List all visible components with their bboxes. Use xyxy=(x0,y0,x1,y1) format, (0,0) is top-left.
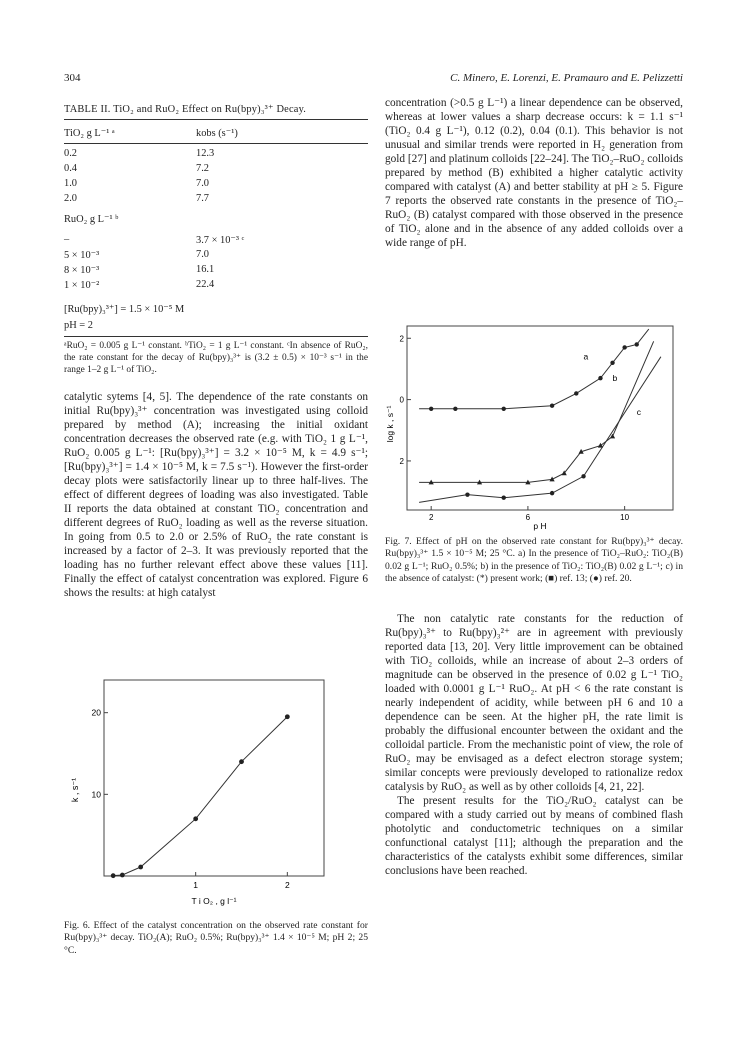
figure-7-chart xyxy=(385,324,685,534)
table-ruo2-row-3-col1: 1 × 10⁻² xyxy=(64,280,100,291)
fig7-point-a xyxy=(622,345,626,349)
fig6-ytick-label: 20 xyxy=(91,707,101,718)
fig7-curve-label: b xyxy=(612,373,618,384)
table-ruo2-header: RuO₂ g L⁻¹ ᵇ xyxy=(64,214,119,225)
table-tio2-row-2-col2: 7.0 xyxy=(196,178,209,189)
table-bottom-rule xyxy=(64,336,368,337)
table-caption: TABLE II. TiO₂ and RuO₂ Effect on Ru(bpy)₃³⁺ Decay. xyxy=(64,104,307,115)
fig7-point-c xyxy=(550,491,554,495)
fig7-xlabel: p H xyxy=(533,521,547,531)
table-ruo2-row-0-col2: 3.7 × 10⁻³ ᶜ xyxy=(196,235,245,246)
fig7-point-a xyxy=(598,376,602,380)
table-ruo2-row-1-col2: 7.0 xyxy=(196,249,209,260)
fig7-point-c xyxy=(465,492,469,496)
fig6-xtick-label: 1 xyxy=(193,880,199,890)
fig6-xlabel: T i O₂ , g l⁻¹ xyxy=(191,896,237,906)
table-tio2-row-0-col1: 0.2 xyxy=(64,148,77,159)
fig7-ytick-label: 0 xyxy=(399,395,404,405)
table-footnotes: ᵃRuO₂ = 0.005 g L⁻¹ constant. ᵇTiO₂ = 1 g L⁻¹ constant. ᶜIn absence of RuO₂, the rate constant for the decay of Ru(bpy)₃³⁺ is (3.2 ± 0.5) × 10⁻³ s⁻¹ in the range 1–2 g L⁻¹ of TiO₂. xyxy=(64,341,368,375)
fig7-point-a xyxy=(429,407,433,411)
fig6-frame xyxy=(104,680,324,876)
table-tio2-row-3-col1: 2.0 xyxy=(64,193,77,204)
table-col1-header: TiO₂ g L⁻¹ ᵃ xyxy=(64,128,115,139)
table-condition-conc: [Ru(bpy)₃³⁺] = 1.5 × 10⁻⁵ M xyxy=(64,304,185,315)
fig7-curve-label: a xyxy=(583,351,589,362)
figure-6-chart xyxy=(64,672,368,920)
fig7-point-c xyxy=(502,496,506,500)
page-number: 304 xyxy=(64,72,81,84)
running-header-authors: C. Minero, E. Lorenzi, E. Pramauro and E. Pelizzetti xyxy=(450,72,683,84)
fig6-xtick-label: 2 xyxy=(284,880,290,890)
table-ruo2-row-2-col2: 16.1 xyxy=(196,264,215,275)
table-tio2-row-2-col1: 1.0 xyxy=(64,178,77,189)
right-column-text-bottom xyxy=(385,612,683,878)
fig7-ytick-label: 2 xyxy=(399,456,404,466)
left-column-text xyxy=(64,390,368,600)
fig6-point xyxy=(193,816,198,821)
fig7-point-a xyxy=(574,391,578,395)
fig7-xtick-label: 6 xyxy=(525,513,531,522)
fig7-ylabel: log k , s⁻¹ xyxy=(385,405,395,443)
table-ruo2-row-3-col2: 22.4 xyxy=(196,279,215,290)
fig6-ylabel: k , s⁻¹ xyxy=(70,777,80,803)
fig7-point-a xyxy=(502,407,506,411)
fig7-xtick-label: 10 xyxy=(620,513,630,522)
fig6-point xyxy=(111,873,116,878)
fig7-point-c xyxy=(581,474,585,478)
left-paragraph: catalytic sytems [4, 5]. The dependence of the rate constants on initial Ru(bpy)₃³⁺ concentration was investigated using colloid prepared by method (A); increasing the initial oxidant concentration decreases the observed rate (e.g. with TiO₂ 1 g L⁻¹, RuO₂ 0.005 g L⁻¹: [Ru(bpy)₃³⁺] = 3.2 × 10⁻⁵ M, k = 4.9 s⁻¹; [Ru(bpy)₃³⁺] = 1.4 × 10⁻⁵ M, k = 7.5 s⁻¹). However the first-order decay plots were satisfactorily linear up to three half-lives. The effect of different degrees of loading was also investigated. Table II reports the data obtained at constant TiO₂ concentration and different degrees of RuO₂ loading as well as the reverse situation. In going from 0.5 to 2.0 or 2.5% of RuO₂ the rate constant is increased by a factor of 2–3. It was previously reported that the loading has no further relevant effect above these values [11]. Finally the effect of catalyst concentration was explored. Figure 6 shows the results: at high catalyst xyxy=(64,391,368,599)
right-column-text-top xyxy=(385,96,683,250)
fig7-point-a xyxy=(635,342,639,346)
table-ruo2-row-1-col1: 5 × 10⁻³ xyxy=(64,250,100,261)
fig6-trend-line xyxy=(113,717,287,876)
right-paragraph-1: concentration (>0.5 g L⁻¹) a linear dependence can be observed, whereas at lower values a sharp decrease occurs: k = 1.1 s⁻¹ (TiO₂ 0.4 g L⁻¹), 0.12 (0.2), 0.04 (0.1). This behavior is not unusual and similar trends were reported in H₂ generation from gold [27] and platinum colloids [22–24]. The TiO₂–RuO₂ colloids prepared by method (B) exhibited a higher catalytic activity compared with catalyst (A) and better stability at pH ≥ 5. Figure 7 reports the observed rate constants in the presence of TiO₂–RuO₂ (B) catalyst compared with those observed in the presence of TiO₂ alone and in the absence of any added colloids over a wide range of pH. xyxy=(385,97,683,249)
table-condition-ph: pH = 2 xyxy=(64,320,93,331)
fig7-curve-a xyxy=(419,329,649,409)
right-paragraph-3: The present results for the TiO₂/RuO₂ catalyst can be compared with a study carried out by means of combined flash photolytic and conductometric techniques on a similar confunctional catalyst [11]; although the preparation and the characteristics of the catalysts exhibit some differences, similar conclusions have been reached. xyxy=(385,795,683,877)
table-ruo2-row-2-col1: 8 × 10⁻³ xyxy=(64,265,100,276)
table-top-rule xyxy=(64,119,368,120)
fig7-xtick-label: 2 xyxy=(428,513,434,522)
fig6-point xyxy=(285,714,290,719)
fig6-point xyxy=(239,759,244,764)
fig7-point-a xyxy=(550,404,554,408)
fig7-point-a xyxy=(453,407,457,411)
table-tio2-row-3-col2: 7.7 xyxy=(196,193,209,204)
fig6-point xyxy=(138,865,143,870)
table-col2-header: kobs (s⁻¹) xyxy=(196,128,238,139)
fig7-point-b xyxy=(598,443,603,448)
fig7-ytick-label: 2 xyxy=(399,334,404,344)
figure-7-caption: Fig. 7. Effect of pH on the observed rate constant for Ru(bpy)₃³⁺ decay. Ru(bpy)₃³⁺ 1.5 × 10⁻⁵ M; 25 °C. a) In the presence of TiO₂–RuO₂: TiO₂(B) 0.02 g L⁻¹; RuO₂ 0.5%; b) in the presence of TiO₂: TiO₂(B) 0.02 g L⁻¹; c) in the absence of catalyst: (*) present work; (■) ref. 13; (●) ref. 20. xyxy=(385,536,683,584)
right-paragraph-2: The non catalytic rate constants for the reduction of Ru(bpy)₃³⁺ to Ru(bpy)₃²⁺ are in agreement with previously reported data [13, 20]. Very little improvement can be obtained with TiO₂ colloids, while an increase of about 2–3 orders of magnitude can be observed in the presence of 0.02 g L⁻¹ TiO₂ loaded with 0.0001 g L⁻¹ RuO₂. At pH < 6 the rate constant is nearly independent of acidity, while between pH 6 and 10 a dependence can be seen. At the higher pH, the rate limit is probably the diffusional encounter between the oxidant and the colloidal particle. From the mechanistic point of view, the role of RuO₂ may be envisaged as a defect electron storage system; similar concepts were previously developed to rationalize redox catalysis by RuO₂ as well as by other colloids [4, 21, 22]. xyxy=(385,613,683,793)
table-header-rule xyxy=(64,143,368,144)
table-tio2-row-1-col1: 0.4 xyxy=(64,163,77,174)
fig7-curve-label: c xyxy=(636,406,641,417)
table-ruo2-row-0-col1: – xyxy=(64,234,70,245)
figure-6-caption: Fig. 6. Effect of the catalyst concentration on the observed rate constant for Ru(bpy)₃³⁺ decay. TiO₂(A); RuO₂ 0.5%; Ru(bpy)₃³⁺ 1.4 × 10⁻⁵ M; pH 2; 25 °C. xyxy=(64,920,368,956)
fig6-ytick-label: 10 xyxy=(91,789,101,800)
fig7-point-a xyxy=(610,361,614,365)
fig7-curve-b xyxy=(419,341,654,482)
fig6-point xyxy=(120,873,125,878)
table-tio2-row-1-col2: 7.2 xyxy=(196,163,209,174)
table-tio2-row-0-col2: 12.3 xyxy=(196,148,215,159)
